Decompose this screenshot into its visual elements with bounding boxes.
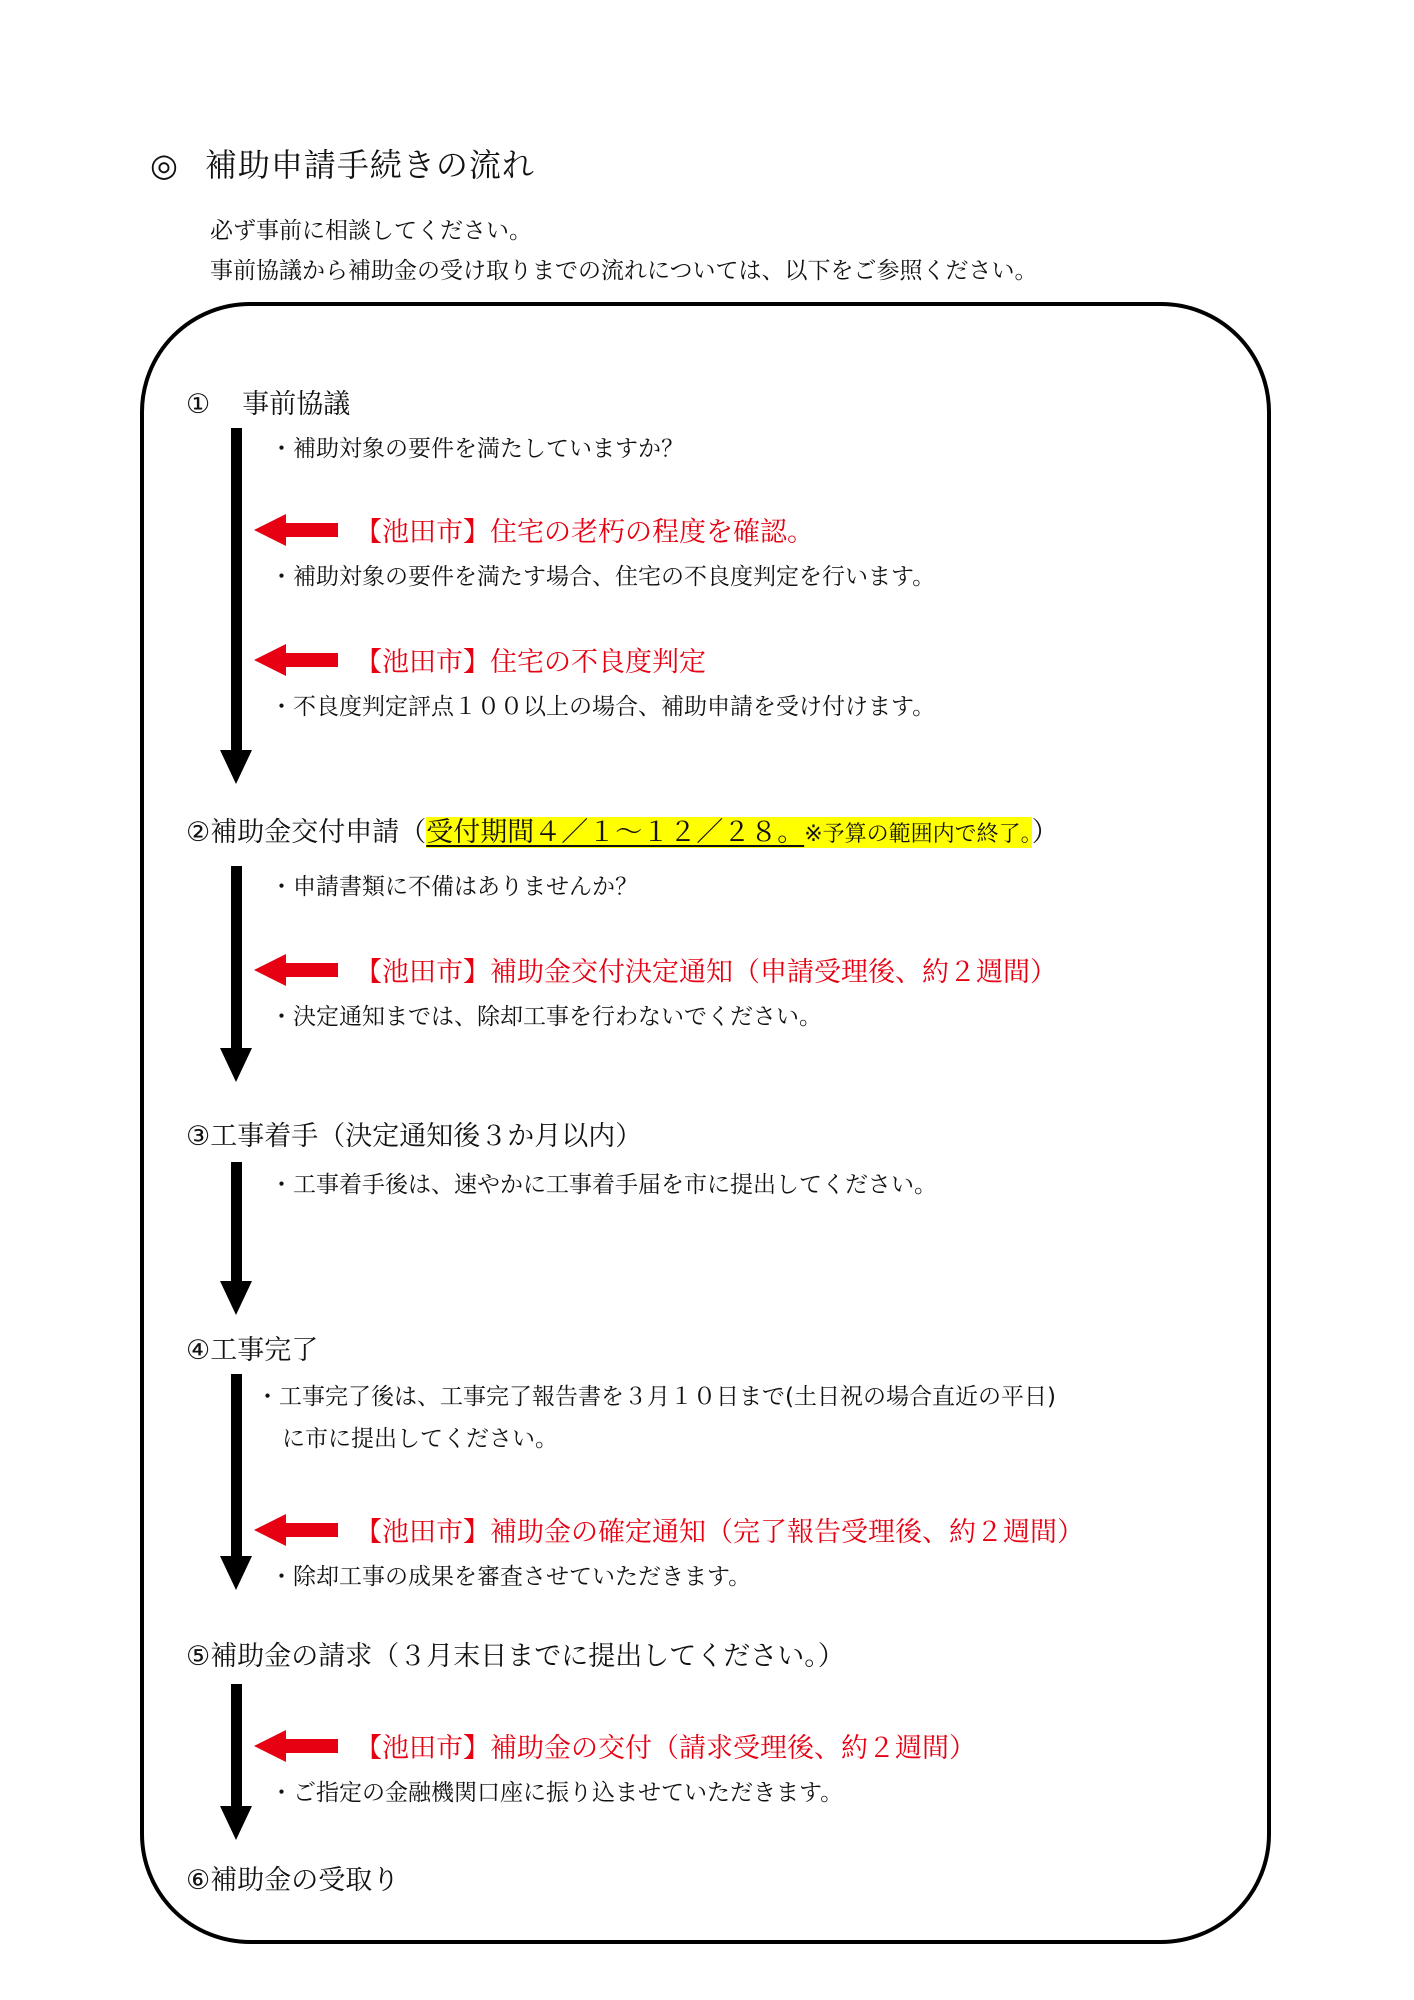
application-period: 受付期間４／１～１２／２８。 — [426, 817, 805, 848]
paren-close: ） — [1031, 817, 1059, 848]
step-2-heading — [186, 810, 1059, 849]
title-text: 補助申請手続きの流れ — [204, 146, 535, 184]
intro-line-1: 必ず事前に相談してください。 — [210, 218, 532, 244]
budget-note: ※予算の範囲内で終了。 — [804, 822, 1032, 847]
step-number: ⑥ — [186, 1865, 211, 1896]
step-label: 工事着手（決定通知後３か月以内） — [210, 1121, 643, 1152]
step-label: 事前協議 — [242, 389, 351, 420]
step-3-heading — [186, 1114, 642, 1153]
intro-line-2: 事前協議から補助金の受け取りまでの流れについては、以下をご参照ください。 — [210, 258, 1038, 284]
step-1-city-note-1: 【池田市】住宅の老朽の程度を確認。 — [355, 517, 814, 548]
step-number: ① — [186, 389, 211, 420]
left-arrow-icon — [254, 1514, 338, 1546]
step-1-city-note-2: 【池田市】住宅の不良度判定 — [355, 647, 706, 678]
step-4-bullet-1-cont: に市に提出してください。 — [282, 1426, 558, 1452]
double-circle-icon: ◎ — [150, 146, 179, 184]
step-4-heading — [186, 1328, 318, 1367]
application-period-highlight — [426, 817, 1031, 848]
step-4-city-note: 【池田市】補助金の確定通知（完了報告受理後、約２週間） — [355, 1517, 1084, 1548]
step-2-bullet-1: ・申請書類に不備はありませんか？ — [270, 874, 638, 900]
step-label: 補助金の受取り — [210, 1865, 400, 1896]
left-arrow-icon — [254, 1730, 338, 1762]
step-label: 補助金の請求（３月末日までに提出してください。） — [210, 1641, 845, 1672]
step-label: 補助金交付申請 — [210, 817, 400, 848]
step-1-bullet-1: ・補助対象の要件を満たしていますか？ — [270, 436, 684, 462]
step-2-bullet-2: ・決定通知までは、除却工事を行わないでください。 — [270, 1004, 822, 1030]
step-5-heading — [186, 1634, 845, 1673]
step-3-bullet-1: ・工事着手後は、速やかに工事着手届を市に提出してください。 — [270, 1172, 937, 1198]
step-4-bullet-1: ・工事完了後は、工事完了報告書を３月１０日まで(土日祝の場合直近の平日) — [256, 1384, 1056, 1410]
step-5-bullet-1: ・ご指定の金融機関口座に振り込ませていただきます。 — [270, 1780, 844, 1806]
left-arrow-icon — [254, 644, 338, 676]
step-number: ③ — [186, 1121, 211, 1152]
step-4-bullet-2: ・除却工事の成果を審査させていただきます。 — [270, 1564, 752, 1590]
step-number: ② — [186, 817, 211, 848]
step-1-bullet-3: ・不良度判定評点１００以上の場合、補助申請を受け付けます。 — [270, 694, 936, 720]
step-label: 工事完了 — [210, 1335, 319, 1366]
step-6-heading — [186, 1858, 399, 1897]
step-number: ⑤ — [186, 1641, 211, 1672]
page-title — [150, 140, 535, 186]
left-arrow-icon — [254, 954, 338, 986]
step-number: ④ — [186, 1335, 211, 1366]
left-arrow-icon — [254, 514, 338, 546]
step-2-city-note: 【池田市】補助金交付決定通知（申請受理後、約２週間） — [355, 957, 1057, 988]
step-5-city-note: 【池田市】補助金の交付（請求受理後、約２週間） — [355, 1733, 976, 1764]
step-1-bullet-2: ・補助対象の要件を満たす場合、住宅の不良度判定を行います。 — [270, 564, 936, 590]
paren-open: （ — [399, 817, 427, 848]
step-1-heading — [186, 382, 350, 421]
